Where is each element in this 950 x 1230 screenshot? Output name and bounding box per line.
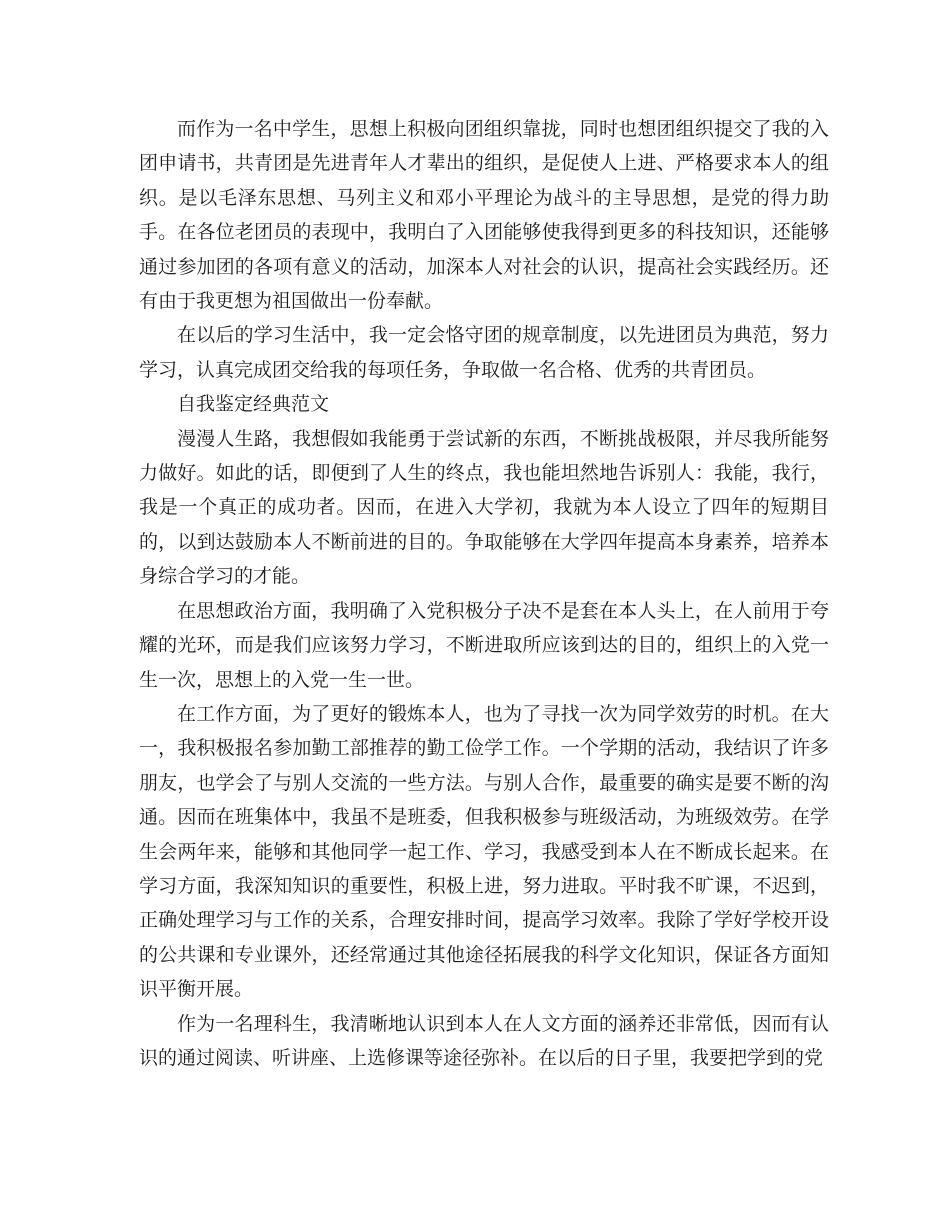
paragraph-life-goals: 漫漫人生路，我想假如我能勇于尝试新的东西，不断挑战极限，并尽我所能努力做好。如此的话，即便到了人生的终点，我也能坦然地告诉别人：我能，我行，我是一个真正的成功者。因而，在进入大学初，我就为本人设立了四年的短期目的，以到达鼓励本人不断前进的目的。争取能够在大学四年提高本身素养，培养本身综合学习的才能。 [139, 427, 829, 588]
paragraph-humanities: 作为一名理科生，我清晰地认识到本人在人文方面的涵养还非常低，因而有认识的通过阅读、听讲座、上选修课等途径弥补。在以后的日子里，我要把学到的党 [139, 1012, 829, 1069]
section-heading: 自我鉴定经典范文 [177, 393, 330, 416]
document-body [139, 112, 829, 1075]
paragraph-work-and-study: 在工作方面，为了更好的锻炼本人，也为了寻找一次为同学效劳的时机。在大一，我积极报名参加勤工部推荐的勤工俭学工作。一个学期的活动，我结识了许多朋友，也学会了与别人交流的一些方法。与别人合作，最重要的确实是要不断的沟通。因而在班集体中，我虽不是班委，但我积极参与班级活动，为班级效劳。在学生会两年来，能够和其他同学一起工作、学习，我感受到本人在不断成长起来。在学习方面，我深知知识的重要性，积极上进，努力进取。平时我不旷课，不迟到，正确处理学习与工作的关系，合理安排时间，提高学习效率。我除了学好学校开设的公共课和专业课外，还经常通过其他途径拓展我的科学文化知识，保证各方面知识平衡开展。 [139, 702, 829, 1001]
paragraph-political-thought: 在思想政治方面，我明确了入党积极分子决不是套在本人头上，在人前用于夸耀的光环，而是我们应该努力学习，不断进取所应该到达的目的，组织上的入党一生一次，思想上的入党一生一世。 [139, 599, 829, 691]
paragraph-youth-league-application: 而作为一名中学生，思想上积极向团组织靠拢，同时也想团组织提交了我的入团申请书，共青团是先进青年人才辈出的组织，是促使人上进、严格要求本人的组织。是以毛泽东思想、马列主义和邓小平理论为战斗的主导思想，是党的得力助手。在各位老团员的表现中，我明白了入团能够使我得到更多的科技知识，还能够通过参加团的各项有意义的活动，加深本人对社会的认识，提高社会实践经历。还有由于我更想为祖国做出一份奉献。 [139, 118, 829, 313]
paragraph-future-study: 在以后的学习生活中，我一定会恪守团的规章制度，以先进团员为典范，努力学习，认真完成团交给我的每项任务，争取做一名合格、优秀的共青团员。 [139, 324, 829, 381]
